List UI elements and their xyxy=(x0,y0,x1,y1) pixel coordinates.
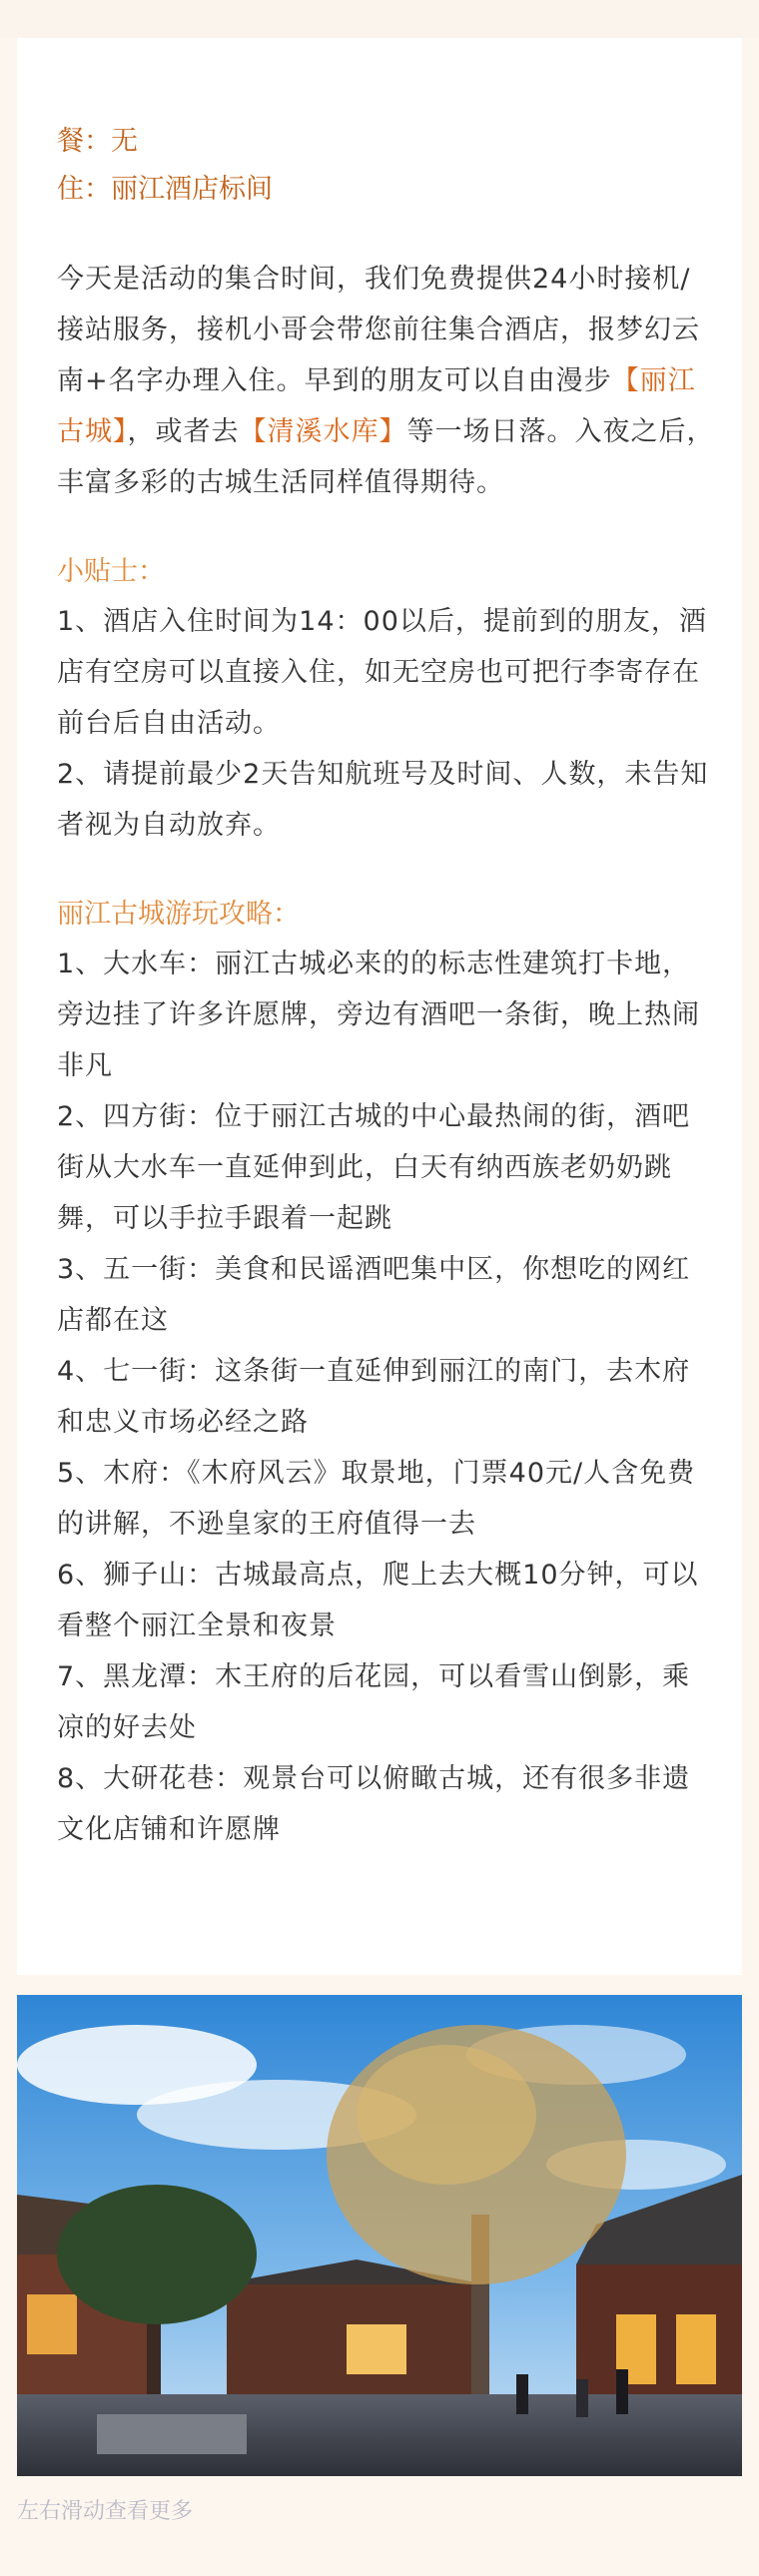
article-body xyxy=(57,118,716,1855)
top-band xyxy=(0,0,759,38)
meal-value: 无 xyxy=(111,126,138,157)
intro-text-1: 今天是活动的集合时间，我们免费提供24小时接机/接站服务，接机小哥会带您前往集合酒店，报梦幻云南+名字办理入住。早到的朋友可以自由漫步 xyxy=(57,264,700,396)
guide-item: 4、七一街：这条街一直延伸到丽江的南门，去木府和忠义市场必经之路 xyxy=(57,1356,691,1438)
highlight-qingxi-reservoir: 【清溪水库】 xyxy=(239,416,407,447)
guide-item: 7、黑龙潭：木王府的后花园，可以看雪山倒影，乘凉的好去处 xyxy=(57,1661,691,1743)
intro-paragraph xyxy=(57,254,716,508)
guide-item: 6、狮子山：古城最高点，爬上去大概10分钟，可以看整个丽江全景和夜景 xyxy=(57,1560,699,1641)
old-town-photo[interactable] xyxy=(17,1995,742,2476)
meal-label: 餐： xyxy=(57,126,111,157)
guide-item: 5、木府：《木府风云》取景地，门票40元/人含免费的讲解，不逊皇家的王府值得一去 xyxy=(57,1458,696,1540)
tip-item: 1、酒店入住时间为14：00以后，提前到的朋友，酒店有空房可以直接入住，如无空房也可把行李寄存在前台后自由活动。 xyxy=(57,606,707,739)
stay-value: 丽江酒店标间 xyxy=(111,174,273,205)
guide-item: 3、五一街：美食和民谣酒吧集中区，你想吃的网红店都在这 xyxy=(57,1254,691,1336)
guide-title: 丽江古城游玩攻略： xyxy=(57,899,300,930)
intro-text-3: 等一场日落。入夜之后，丰富多彩的古城生活同样值得期待。 xyxy=(57,416,715,498)
stay-line xyxy=(57,166,716,214)
guide-item: 2、四方街：位于丽江古城的中心最热闹的街，酒吧街从大水车一直延伸到此，白天有纳西族老奶奶跳舞，可以手拉手跟着一起跳 xyxy=(57,1101,691,1234)
content-card xyxy=(17,38,742,1975)
stay-label: 住： xyxy=(57,174,111,205)
tips-title: 小贴士： xyxy=(57,556,165,587)
swipe-hint: 左右滑动查看更多 xyxy=(17,2499,194,2524)
intro-text-2: ，或者去 xyxy=(127,416,240,447)
meal-line xyxy=(57,118,716,166)
guide-item: 1、大水车：丽江古城必来的的标志性建筑打卡地，旁边挂了许多许愿牌，旁边有酒吧一条街，晚上热闹非凡 xyxy=(57,949,700,1081)
tip-item: 2、请提前最少2天告知航班号及时间、人数，未告知者视为自动放弃。 xyxy=(57,759,709,841)
photo-illustration xyxy=(17,1995,742,2476)
guide-item: 8、大研花巷：观景台可以俯瞰古城，还有很多非遗文化店铺和许愿牌 xyxy=(57,1763,691,1845)
highlight-lijiang-old-town: 【丽江古城】 xyxy=(57,365,696,447)
